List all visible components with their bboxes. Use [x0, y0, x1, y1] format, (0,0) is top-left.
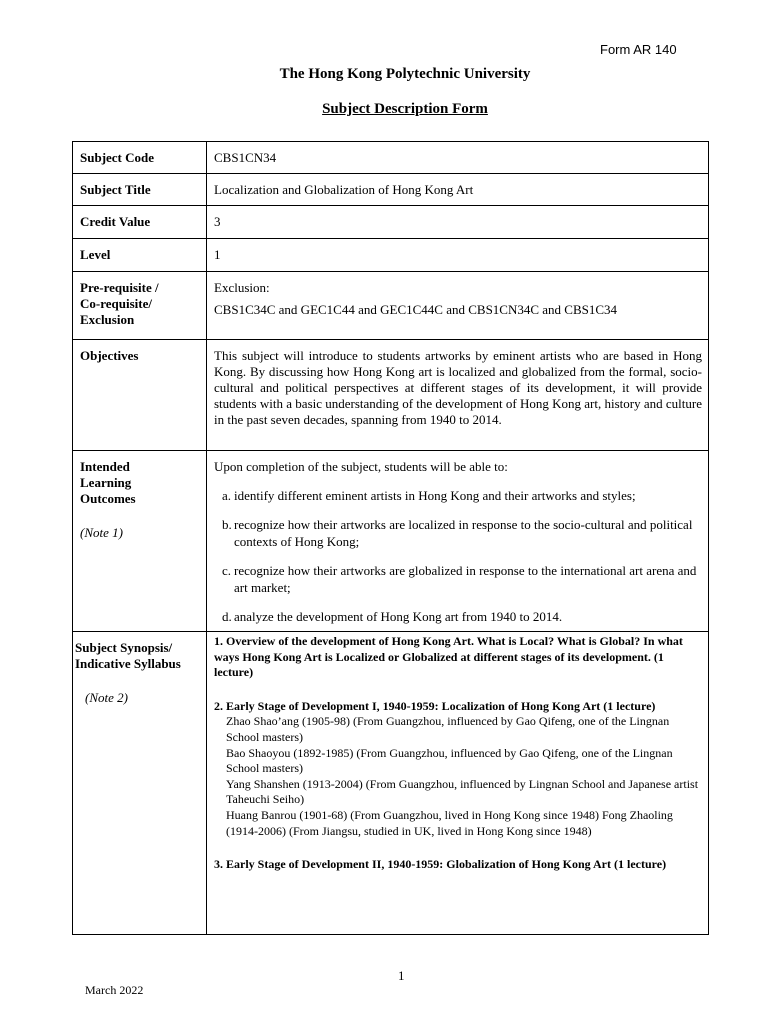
- form-number: Form AR 140: [600, 42, 677, 57]
- ilo-item: [222, 516, 702, 550]
- objectives-label: Objectives: [73, 340, 207, 451]
- syllabus-note: (Note 2): [85, 690, 128, 705]
- prerequisite-label-line2: Co-requisite/: [80, 296, 152, 311]
- syllabus-label-line2: Indicative Syllabus: [75, 656, 181, 671]
- ilo-item-marker: c.: [222, 563, 232, 578]
- subject-title-value: Localization and Globalization of Hong Kong Art: [207, 174, 709, 206]
- footer-date: March 2022: [85, 983, 144, 997]
- row-prerequisite: [73, 272, 709, 340]
- ilo-item: [222, 562, 702, 596]
- syllabus-line: Huang Banrou (1901-68) (From Guangzhou, lived in Hong Kong since 1948) Fong Zhaoling (1914-2006) (From Jiangsu, studied in UK, lived in Hong Kong since 1948): [226, 807, 673, 838]
- credit-value-label: Credit Value: [73, 206, 207, 239]
- ilo-label-line2: Learning: [80, 475, 132, 490]
- form-title: Subject Description Form: [322, 101, 488, 117]
- prerequisite-label-line1: Pre-requisite /: [80, 280, 159, 295]
- ilo-label: [73, 451, 207, 632]
- ilo-label-line3: Outcomes: [80, 491, 136, 506]
- syllabus-section-3-title: 3. Early Stage of Development II, 1940-1959: Globalization of Hong Kong Art (1 lecture): [214, 857, 667, 872]
- syllabus-line: Bao Shaoyou (1892-1985) (From Guangzhou, influenced by Gao Qifeng, one of the Lingnan School masters): [226, 745, 673, 776]
- ilo-item-text: identify different eminent artists in Hong Kong and their artworks and styles;: [234, 488, 636, 503]
- ilo-content: [207, 451, 709, 632]
- row-syllabus: [73, 632, 709, 935]
- prerequisite-label-line3: Exclusion: [80, 312, 135, 327]
- ilo-label-line1: Intended: [80, 459, 130, 474]
- prerequisite-label: [73, 272, 207, 340]
- row-subject-code: [73, 142, 709, 174]
- row-subject-title: [73, 174, 709, 206]
- objectives-text: This subject will introduce to students artworks by eminent artists who are based in Hong Kong. By discussing how Hong Kong art is localized and globalized from the formal, socio-cultural and political perspectives at different stages of its development, it will provide students with a basic understanding of the development of Hong Kong art, history and culture in the past seven decades, spanning from 1940 to 2014.: [207, 340, 709, 451]
- subject-title-label: Subject Title: [73, 174, 207, 206]
- ilo-item-marker: d.: [222, 609, 232, 624]
- ilo-item-text: recognize how their artworks are localized in response to the socio-cultural and political contexts of Hong Kong;: [234, 517, 693, 549]
- syllabus-content: [207, 632, 709, 935]
- page-number: 1: [398, 968, 405, 983]
- ilo-item-marker: b.: [222, 517, 232, 532]
- ilo-item-text: analyze the development of Hong Kong art from 1940 to 2014.: [234, 609, 563, 624]
- syllabus-line: Yang Shanshen (1913-2004) (From Guangzhou, influenced by Lingnan School and Japanese artist Taheuchi Seiho): [226, 776, 699, 807]
- ilo-item: [222, 608, 702, 625]
- level-value: 1: [207, 239, 709, 272]
- subject-description-table: [72, 141, 709, 935]
- exclusion-value: CBS1C34C and GEC1C44 and GEC1C44C and CBS1CN34C and CBS1C34: [214, 302, 618, 317]
- syllabus-label-line1: Subject Synopsis/: [75, 640, 173, 655]
- row-credit-value: [73, 206, 709, 239]
- row-intended-learning-outcomes: [73, 451, 709, 632]
- subject-code-value: CBS1CN34: [207, 142, 709, 174]
- subject-code-label: Subject Code: [73, 142, 207, 174]
- syllabus-line: Zhao Shao’ang (1905-98) (From Guangzhou, influenced by Gao Qifeng, one of the Lingnan School masters): [226, 714, 670, 744]
- row-objectives: [73, 340, 709, 451]
- ilo-intro: Upon completion of the subject, students will be able to:: [214, 459, 508, 474]
- ilo-note: (Note 1): [80, 525, 123, 540]
- syllabus-section-2-title: 2. Early Stage of Development I, 1940-1959: Localization of Hong Kong Art (1 lecture): [214, 698, 656, 713]
- level-label: Level: [73, 239, 207, 272]
- university-title: The Hong Kong Polytechnic University: [279, 66, 531, 82]
- prerequisite-value: [207, 272, 709, 340]
- exclusion-heading: Exclusion:: [214, 280, 270, 295]
- syllabus-label: [73, 632, 207, 935]
- row-level: [73, 239, 709, 272]
- credit-value-value: 3: [207, 206, 709, 239]
- syllabus-section-1: 1. Overview of the development of Hong Kong Art. What is Local? What is Global? In what ways Hong Kong Art is Localized or Globalized at different stages of its development. (1 lecture): [214, 634, 683, 680]
- ilo-item: [222, 487, 702, 504]
- ilo-item-text: recognize how their artworks are globalized in response to the international art arena and art market;: [234, 563, 697, 595]
- ilo-item-marker: a.: [222, 488, 232, 503]
